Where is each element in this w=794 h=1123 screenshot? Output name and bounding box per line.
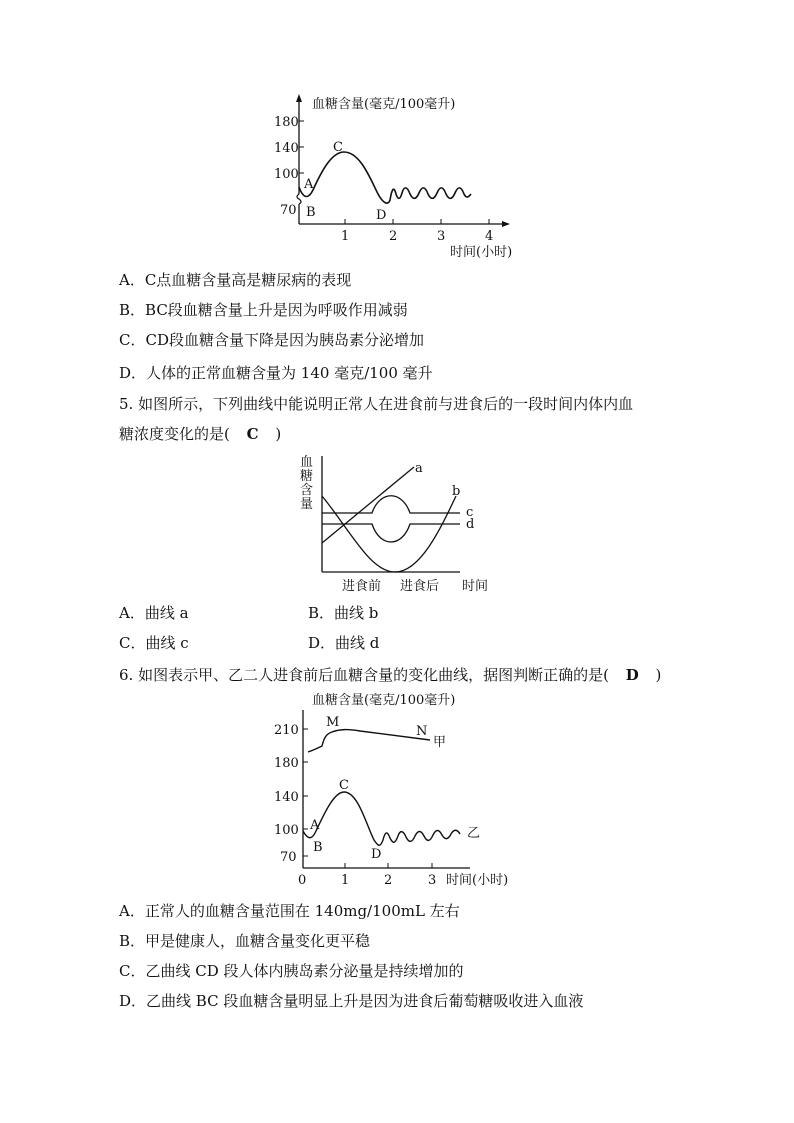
x-tick-1: 1 bbox=[341, 873, 350, 888]
label-B: B bbox=[313, 840, 323, 855]
y-axis-arrow bbox=[296, 94, 302, 102]
q5-stem-pre: 糖浓度变化的是( bbox=[119, 425, 230, 443]
point-B: B bbox=[306, 205, 316, 220]
y-tick-100: 100 bbox=[274, 167, 299, 182]
q5-answer: C bbox=[246, 425, 259, 443]
figure1-blood-glucose-chart bbox=[270, 90, 530, 265]
q6-option-b: B．甲是健康人，血糖含量变化更平稳 bbox=[119, 932, 371, 950]
x-tick-1: 1 bbox=[341, 229, 350, 244]
curve-a bbox=[322, 467, 414, 543]
curve-label-c: c bbox=[466, 505, 474, 520]
x-axis-arrow bbox=[502, 221, 510, 227]
curve-jia bbox=[308, 730, 430, 752]
q6-option-c: C．乙曲线 CD 段人体内胰岛素分泌量是持续增加的 bbox=[119, 962, 464, 980]
y-axis-label: 血糖含量(毫克/100毫升) bbox=[312, 97, 456, 112]
x-tick-2: 2 bbox=[389, 229, 398, 244]
q4-option-c: C．CD段血糖含量下降是因为胰岛素分泌增加 bbox=[119, 331, 424, 349]
point-D: D bbox=[376, 208, 387, 223]
q6-option-a: A．正常人的血糖含量范围在 140mg/100mL 左右 bbox=[119, 902, 460, 920]
label-D: D bbox=[371, 847, 382, 862]
y-tick-70: 70 bbox=[280, 850, 297, 865]
y-tick-210: 210 bbox=[274, 723, 299, 738]
y-label-char-1: 血 bbox=[300, 455, 314, 470]
curve-c bbox=[322, 496, 460, 513]
curve-label-a: a bbox=[415, 461, 423, 476]
q6-stem bbox=[119, 665, 661, 685]
x-tick-3: 3 bbox=[428, 873, 437, 888]
x-axis-label: 时间(小时) bbox=[446, 873, 509, 888]
q6-option-d: D．乙曲线 BC 段血糖含量明显上升是因为进食后葡萄糖吸收进入血液 bbox=[119, 992, 584, 1010]
y-tick-140: 140 bbox=[274, 141, 299, 156]
curve-b bbox=[322, 496, 456, 572]
curve-label-d: d bbox=[466, 517, 475, 532]
x-tick-2: 2 bbox=[384, 873, 393, 888]
curve-yi bbox=[303, 792, 460, 845]
q5-stem-line1: 5. 如图所示，下列曲线中能说明正常人在进食前与进食后的一段时间内体内血 bbox=[119, 395, 634, 413]
point-C: C bbox=[333, 140, 343, 155]
label-A: A bbox=[310, 818, 320, 833]
q5-option-b: B．曲线 b bbox=[308, 604, 379, 622]
x-label-before: 进食前 bbox=[342, 579, 382, 594]
y-label-char-2: 糖 bbox=[300, 469, 314, 484]
q5-stem-line2 bbox=[119, 424, 281, 444]
y-tick-180: 180 bbox=[274, 756, 299, 771]
label-M: M bbox=[326, 715, 340, 730]
x-tick-0: 0 bbox=[298, 873, 307, 888]
figure2-curves-chart bbox=[290, 450, 500, 600]
q4-option-d: D．人体的正常血糖含量为 140 毫克/100 毫升 bbox=[119, 364, 433, 382]
x-label-after: 进食后 bbox=[400, 579, 440, 594]
q6-stem-post: ) bbox=[655, 666, 662, 684]
x-tick-4: 4 bbox=[485, 229, 494, 244]
axis-break bbox=[297, 194, 301, 204]
q4-option-b: B．BC段血糖含量上升是因为呼吸作用减弱 bbox=[119, 301, 408, 319]
label-jia: 甲 bbox=[433, 735, 447, 750]
x-label-time: 时间 bbox=[462, 579, 489, 594]
label-N: N bbox=[416, 724, 428, 739]
q5-option-c: C．曲线 c bbox=[119, 634, 189, 652]
q5-option-a: A．曲线 a bbox=[119, 604, 189, 622]
x-axis-label: 时间(小时) bbox=[450, 245, 513, 260]
y-tick-140: 140 bbox=[274, 790, 299, 805]
label-C: C bbox=[339, 778, 349, 793]
y-label-char-3: 含 bbox=[300, 483, 314, 498]
y-axis-label: 血糖含量(毫克/100毫升) bbox=[312, 693, 456, 708]
figure3-jia-yi-chart bbox=[270, 688, 530, 893]
point-A: A bbox=[304, 177, 314, 192]
curve-label-b: b bbox=[452, 484, 461, 499]
y-tick-100: 100 bbox=[274, 823, 299, 838]
q4-option-a: A．C点血糖含量高是糖尿病的表现 bbox=[119, 271, 352, 289]
x-tick-3: 3 bbox=[437, 229, 446, 244]
y-tick-180: 180 bbox=[274, 115, 299, 130]
q5-stem-post: ) bbox=[275, 425, 282, 443]
q6-answer: D bbox=[625, 666, 639, 684]
q5-option-d: D．曲线 d bbox=[308, 634, 380, 652]
y-label-char-4: 量 bbox=[300, 497, 314, 512]
label-yi: 乙 bbox=[467, 826, 481, 841]
q6-stem-pre: 6. 如图表示甲、乙二人进食前后血糖含量的变化曲线，据图判断正确的是( bbox=[119, 666, 609, 684]
glucose-curve bbox=[299, 152, 471, 203]
y-tick-70: 70 bbox=[280, 203, 297, 218]
